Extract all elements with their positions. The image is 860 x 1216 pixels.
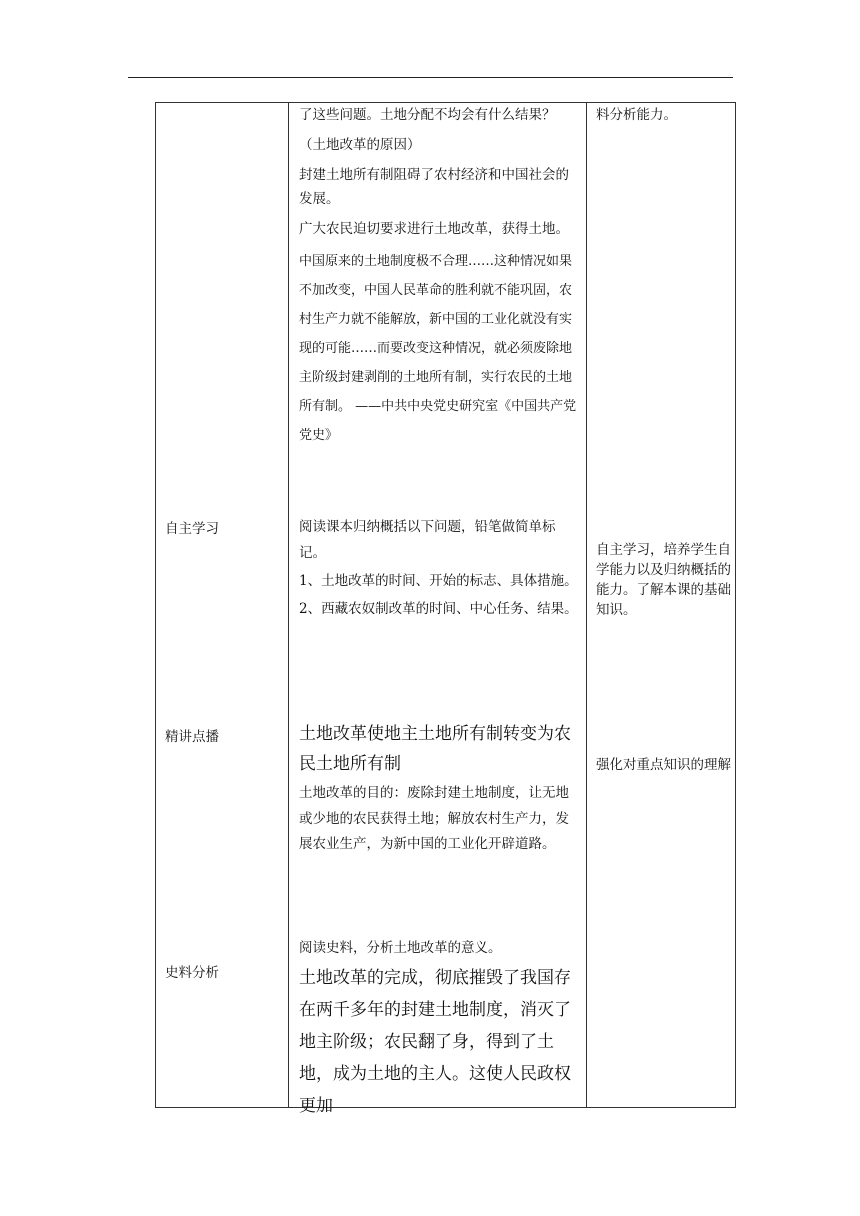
self-study-line-2: 1、土地改革的时间、开始的标志、具体措施。 [299,573,578,589]
column-divider-1 [288,103,289,1107]
self-study-label: 自主学习 [165,521,219,537]
intro-right-cell: 料分析能力。 [596,107,677,123]
self-study-line-1: 阅读课本归纳概括以下问题，铅笔做简单标记。 [299,519,556,561]
source-quote: 土地改革的完成，彻底摧毁了我国存在两千多年的封建土地制度，消灭了地主阶级；农民翻了身，得到了土地，成为土地的主人。这使人民政权更加 [299,968,571,1116]
self-study-middle-cell [299,514,581,622]
lesson-table [155,102,736,1116]
self-study-line-3: 2、西藏农奴制改革的时间、中心任务、结果。 [299,601,578,617]
intro-line-1: 了这些问题。土地分配不均会有什么结果？ [299,107,556,123]
lecture-right-cell: 强化对重点知识的理解 [596,757,731,773]
lecture-body: 土地改革的目的：废除封建土地制度，让无地或少地的农民获得土地；解放农村生产力，发展农业生产，为新中国的工业化开辟道路。 [299,785,569,852]
intro-middle-cell [299,103,581,450]
intro-quote: 中国原来的土地制度极不合理……这种情况如果不加改变，中国人民革命的胜利就不能巩固，农村生产力就不能解放，新中国的工业化就没有实现的可能……而要改变这种情况，就必须废除地主阶级封建剥削的土地所有制，实行农民的土地所有制。 ——中共中央党史研究室《中国共产党党史》 [299,254,577,443]
intro-line-4: 广大农民迫切要求进行土地改革，获得土地。 [299,221,569,237]
intro-line-2: （土地改革的原因） [299,137,421,153]
source-middle-cell [299,936,581,1122]
self-study-right-cell: 自主学习，培养学生自学能力以及归纳概括的能力。了解本课的基础知识。 [596,542,731,618]
source-intro: 阅读史料，分析土地改革的意义。 [299,940,502,956]
lecture-heading: 土地改革使地主土地所有制转变为农民土地所有制 [299,724,571,774]
header-rule [128,77,733,78]
intro-line-3: 封建土地所有制阻碍了农村经济和中国社会的发展。 [299,167,569,207]
column-divider-2 [586,103,587,1107]
source-label: 史料分析 [165,965,219,981]
lecture-middle-cell [299,719,581,858]
lecture-label: 精讲点播 [165,729,219,745]
